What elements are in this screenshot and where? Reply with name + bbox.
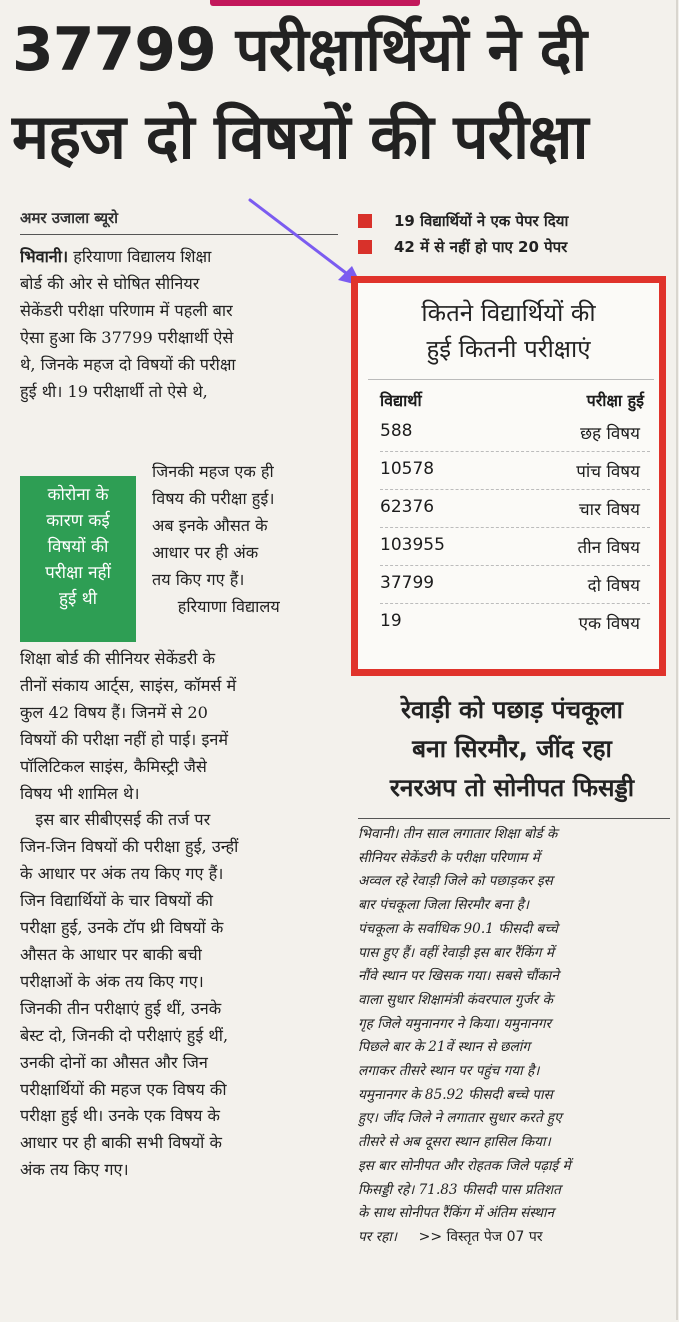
continued-link[interactable]: >> विस्तृत पेज 07 पर [418,1228,543,1245]
story-line: विषय भी शामिल थे। [20,783,140,803]
story-line: औसत के आधार पर बाकी बची [20,944,202,964]
table-row: 62376 चार विषय [380,489,650,528]
red-square-icon [358,240,372,254]
byline: अमर उजाला ब्यूरो [20,209,119,227]
story-line: परीक्षाओं के अंक तय किए गए। [20,971,204,991]
story-line: अब इनके औसत के [152,516,268,535]
story-line: परीक्षा हुई थी। उनके एक विषय के [20,1106,220,1126]
story-line: के आधार पर अंक तय किए गए हैं। [20,864,224,884]
story-line: गृह जिले यमुनानगर ने किया। यमुनानगर [358,1015,552,1032]
story-line: तीनों संकाय आर्ट्स, साइंस, कॉमर्स में [20,675,237,695]
callout-box [20,476,136,642]
story-line: तय किए गए हैं। [152,570,245,589]
headline-line-2: महज दो विषयों की परीक्षा [12,100,588,173]
top-accent-bar [210,0,420,6]
story-line: बार पंचकूला जिला सिरमौर बना है। [358,897,529,914]
left-story-wrap [152,458,344,620]
left-story-intro [20,244,344,405]
table-row: 19 एक विषय [380,611,640,634]
story-line: सेकेंडरी परीक्षा परिणाम में पहली बार [20,300,233,320]
story-line: वाला सुधार शिक्षामंत्री कंवरपाल गुर्जर के [358,991,553,1008]
newspaper-clipping [2,0,678,1320]
story-line: पर रहा। >> विस्तृत पेज 07 पर [358,1228,543,1245]
headline-line-1: 37799 परीक्षार्थियों ने दी [12,15,587,85]
highlight-list [358,208,678,260]
right-story-body [358,823,670,1250]
story-line: पिछले बार के 21वें स्थान से छलांग [358,1039,530,1056]
story-line: परीक्षार्थियों की महज एक विषय की [20,1079,227,1099]
story-line: इस बार सीबीएसई की तर्ज पर [20,810,211,830]
story-line: भिवानी। हरियाणा विद्यालय शिक्षा [20,247,212,266]
left-story-body [20,646,344,1184]
story-line: बेस्ट दो, जिनकी दो परीक्षाएं हुई थीं, [20,1025,229,1045]
story-line: पास हुए हैं। वहीं रेवाड़ी इस बार रैंकिंग में [358,944,554,961]
header-exams: परीक्षा हुई [586,391,644,410]
story-line: उनकी दोनों का औसत और जिन [20,1052,208,1072]
story-line: नौंवे स्थान पर खिसक गया। सबसे चौंकाने [358,968,559,985]
story-line: हुए। जींद जिले ने लगातार सुधार करते हुए [358,1110,562,1127]
story-line: अव्वल रहे रेवाड़ी जिले को पछाड़कर इस [358,873,553,890]
story-line: इस बार सोनीपत और रोहतक जिले पढ़ाई में [358,1157,571,1174]
story-line: जिन-जिन विषयों की परीक्षा हुई, उन्हीं [20,837,239,857]
story-line: आधार पर ही बाकी सभी विषयों के [20,1133,222,1153]
story-line: जिन विद्यार्थियों के चार विषयों की [20,891,213,911]
story-line: परीक्षा हुई, उनके टॉप थ्री विषयों के [20,918,224,938]
callout-line: हुई थी [58,589,98,609]
highlight-text: 19 विद्यार्थियों ने एक पेपर दिया [394,212,569,230]
story-line: पंचकूला के सर्वाधिक 90.1 फीसदी बच्चे [358,920,558,937]
story-line: तीसरे से अब दूसरा स्थान हासिल किया। [358,1134,551,1151]
story-line: विषय की परीक्षा हुई। [152,489,275,508]
story-line: जिनकी तीन परीक्षाएं हुई थीं, उनके [20,998,222,1018]
exam-count-table [351,276,666,676]
callout-line: परीक्षा नहीं [45,563,111,583]
table-title: कितने विद्यार्थियों की हुई कितनी परीक्षाएं [421,299,596,363]
story-line: विषयों की परीक्षा नहीं हो पाई। इनमें [20,729,229,749]
header-students: विद्यार्थी [380,391,422,410]
story-line: सीनियर सेकेंडरी के परीक्षा परिणाम में [358,849,540,866]
story-line: के साथ सोनीपत रैंकिंग में अंतिम संस्थान [358,1205,555,1222]
story-line: फिसड्डी रहे। 71.83 फीसदी पास प्रतिशत [358,1181,561,1198]
story-line: शिक्षा बोर्ड की सीनियर सेकेंडरी के [20,649,216,668]
table-row: 103955 तीन विषय [380,527,650,566]
right-story-rule [358,818,670,819]
red-square-icon [358,214,372,228]
highlight-item [358,208,678,234]
right-story-headline: रेवाड़ी को पछाड़ पंचकूला बना सिरमौर, जींद रहा रनरअप तो सोनीपत फिसड्डी [389,695,635,802]
table-divider [368,379,654,380]
highlight-text: 42 में से नहीं हो पाए 20 पेपर [394,238,568,256]
story-line: पॉलिटिकल साइंस, कैमिस्ट्री जैसे [20,756,207,776]
table-row: 588 छह विषय [380,413,650,452]
story-line: अंक तय किए गए। [20,1160,129,1180]
story-line: थे, जिनके महज दो विषयों की परीक्षा [20,354,236,374]
callout-line: विषयों की [47,537,109,557]
story-line: बोर्ड की ओर से घोषित सीनियर [20,273,200,293]
callout-line: कारण कई [46,511,110,531]
story-line: ऐसा हुआ कि 37799 परीक्षार्थी ऐसे [20,327,234,347]
story-line: हुई थी। 19 परीक्षार्थी तो ऐसे थे, [20,381,208,401]
story-line: भिवानी। तीन साल लगातार शिक्षा बोर्ड के [358,826,558,842]
dateline: भिवानी। [20,247,69,266]
story-line: जिनकी महज एक ही [152,462,274,481]
story-line: आधार पर ही अंक [152,543,259,562]
callout-line: कोरोना के [47,485,109,505]
table-row: 10578 पांच विषय [380,451,650,490]
highlight-item [358,234,678,260]
story-line: यमुनानगर के 85.92 फीसदी बच्चे पास [358,1086,553,1103]
story-line: कुल 42 विषय हैं। जिनमें से 20 [20,702,208,722]
table-row: 37799 दो विषय [380,565,650,604]
story-line: हरियाणा विद्यालय [152,597,280,616]
story-line: लगाकर तीसरे स्थान पर पहुंच गया है। [358,1063,540,1080]
